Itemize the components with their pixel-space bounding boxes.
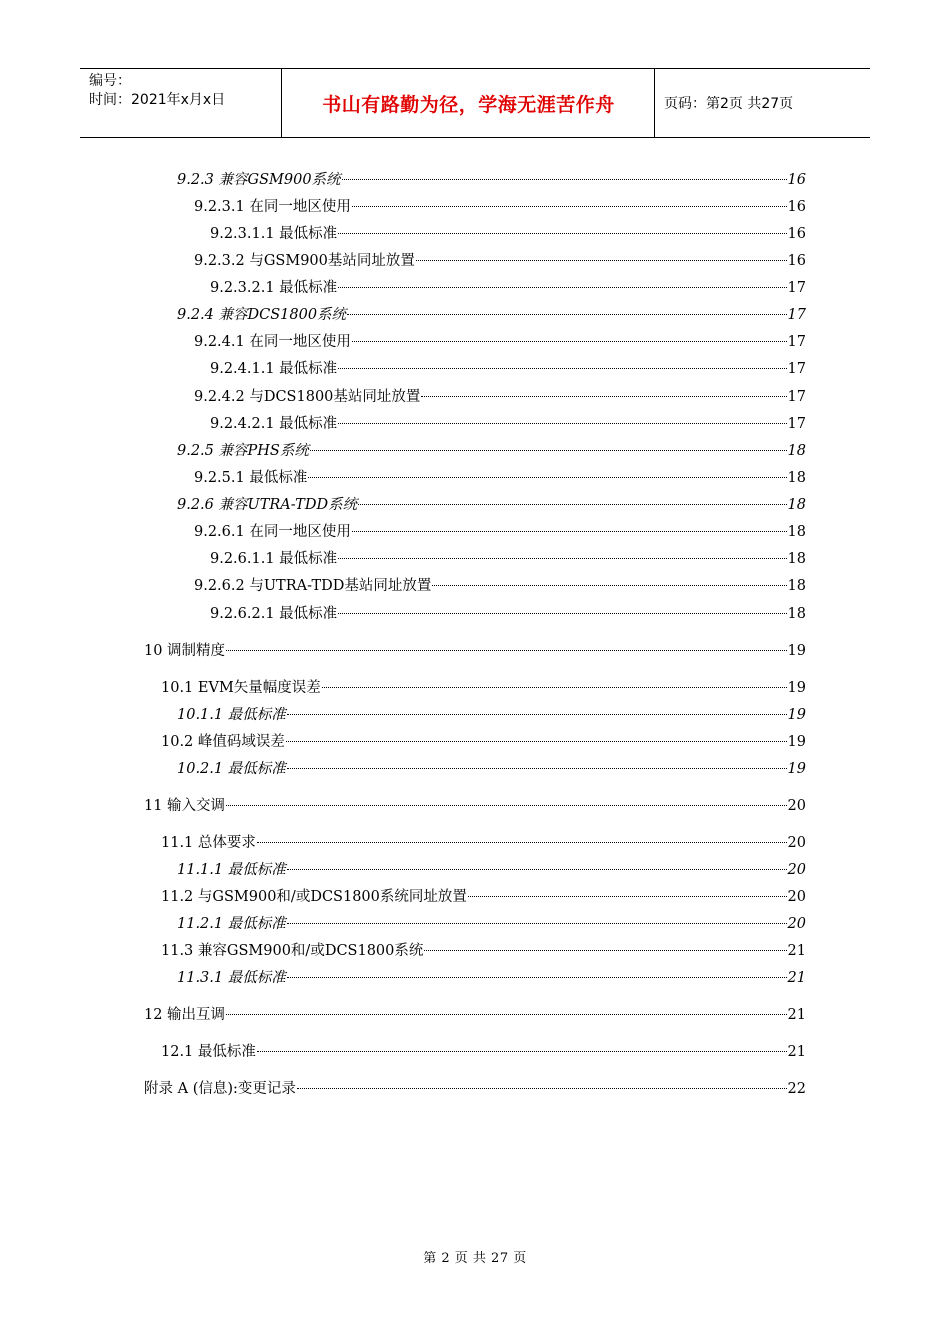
toc-entry-title: 9.2.3.1.1 最低标准 <box>210 226 338 242</box>
toc-entry[interactable] <box>161 939 806 959</box>
toc-entry-title: 9.2.3.1 在同一地区使用 <box>194 199 351 215</box>
toc-dot-leader <box>432 585 786 586</box>
toc-dot-leader <box>338 287 786 288</box>
toc-dot-leader <box>310 450 787 451</box>
toc-entry[interactable] <box>210 276 806 296</box>
toc-entry[interactable] <box>194 249 806 269</box>
toc-entry[interactable] <box>144 794 806 814</box>
toc-entry-title: 11.3 兼容GSM900和/或DCS1800系统 <box>161 943 424 959</box>
toc-entry[interactable] <box>194 195 806 215</box>
toc-entry[interactable] <box>161 831 806 851</box>
toc-dot-leader <box>322 687 787 688</box>
toc-dot-leader <box>468 896 787 897</box>
toc-entry[interactable] <box>210 357 806 377</box>
toc-dot-leader <box>421 396 786 397</box>
toc-entry-page: 16 <box>787 199 806 215</box>
toc-dot-leader <box>338 233 786 234</box>
toc-entry[interactable] <box>177 493 806 513</box>
toc-entry-page: 17 <box>787 280 806 296</box>
toc-entry-page: 17 <box>787 307 806 323</box>
toc-dot-leader <box>257 842 787 843</box>
header-table <box>80 68 870 138</box>
toc-entry-title: 10.2 峰值码域误差 <box>161 734 285 750</box>
toc-entry-page: 20 <box>787 889 806 905</box>
toc-entry-page: 17 <box>787 334 806 350</box>
toc-entry-page: 21 <box>787 1044 806 1060</box>
toc-entry-page: 18 <box>787 524 806 540</box>
page-footer: 第 2 页 共 27 页 <box>423 1251 527 1266</box>
toc-entry-page: 17 <box>787 361 806 377</box>
toc-entry-title: 10.2.1 最低标准 <box>177 761 286 777</box>
toc-entry-title: 11.2.1 最低标准 <box>177 916 286 932</box>
toc-dot-leader <box>287 869 787 870</box>
toc-entry-title: 9.2.5.1 最低标准 <box>194 470 308 486</box>
toc-entry-title: 9.2.6.1 在同一地区使用 <box>194 524 351 540</box>
number-label: 编号： <box>89 73 131 89</box>
toc-entry-title: 11.2 与GSM900和/或DCS1800系统同址放置 <box>161 889 467 905</box>
toc-entry[interactable] <box>144 1077 806 1097</box>
toc-entry[interactable] <box>210 547 806 567</box>
toc-dot-leader <box>347 314 786 315</box>
toc-dot-leader <box>287 923 787 924</box>
toc-entry-title: 11 输入交调 <box>144 798 226 814</box>
toc-entry-title: 11.1 总体要求 <box>161 835 256 851</box>
toc-entry-page: 17 <box>787 416 806 432</box>
toc-dot-leader <box>338 368 786 369</box>
header-left-cell <box>89 72 225 110</box>
toc-dot-leader <box>226 650 786 651</box>
toc-entry[interactable] <box>194 385 806 405</box>
toc-entry-title: 9.2.4.2 与DCS1800基站同址放置 <box>194 389 421 405</box>
toc-entry-title: 9.2.3.2.1 最低标准 <box>210 280 338 296</box>
toc-entry[interactable] <box>177 912 806 932</box>
toc-entry-page: 18 <box>787 606 806 622</box>
time-label: 时间：2021年x月x日 <box>89 92 226 108</box>
toc-entry[interactable] <box>177 858 806 878</box>
toc-entry-title: 10 调制精度 <box>144 643 226 659</box>
toc-entry-page: 21 <box>787 1007 806 1023</box>
toc-dot-leader <box>352 341 787 342</box>
toc-entry[interactable] <box>161 1040 806 1060</box>
toc-entry[interactable] <box>161 885 806 905</box>
toc-entry-title: 12 输出互调 <box>144 1007 226 1023</box>
toc-entry[interactable] <box>194 520 806 540</box>
header-page-info: 页码：第2页 共27页 <box>664 96 794 112</box>
toc-entry-title: 9.2.3 兼容GSM900系统 <box>177 172 341 188</box>
toc-entry-title: 9.2.4 兼容DCS1800系统 <box>177 307 347 323</box>
toc-dot-leader <box>338 558 786 559</box>
toc-entry[interactable] <box>161 730 806 750</box>
toc-entry[interactable] <box>177 439 806 459</box>
toc-entry[interactable] <box>177 757 806 777</box>
toc-entry-page: 20 <box>787 862 806 878</box>
toc-dot-leader <box>297 1088 787 1089</box>
toc-entry-title: 11.1.1 最低标准 <box>177 862 286 878</box>
toc-entry[interactable] <box>177 168 806 188</box>
toc-dot-leader <box>352 531 787 532</box>
toc-entry-page: 19 <box>787 680 806 696</box>
toc-entry-page: 19 <box>787 643 806 659</box>
toc-dot-leader <box>226 805 786 806</box>
toc-entry-title: 9.2.4.1.1 最低标准 <box>210 361 338 377</box>
toc-entry[interactable] <box>194 574 806 594</box>
toc-entry-title: 9.2.6.2 与UTRA-TDD基站同址放置 <box>194 578 432 594</box>
toc-entry-page: 17 <box>787 389 806 405</box>
toc-entry-title: 10.1.1 最低标准 <box>177 707 286 723</box>
toc-entry-title: 附录 A (信息):变更记录 <box>144 1081 296 1097</box>
toc-entry-page: 19 <box>787 734 806 750</box>
toc-dot-leader <box>416 260 787 261</box>
toc-entry[interactable] <box>210 412 806 432</box>
toc-entry-title: 10.1 EVM矢量幅度误差 <box>161 680 321 696</box>
toc-dot-leader <box>338 423 786 424</box>
toc-entry-title: 9.2.4.2.1 最低标准 <box>210 416 338 432</box>
toc-dot-leader <box>338 613 786 614</box>
toc-entry-page: 20 <box>787 916 806 932</box>
toc-dot-leader <box>287 714 787 715</box>
toc-entry-title: 9.2.6 兼容UTRA-TDD系统 <box>177 497 358 513</box>
toc-entry-page: 18 <box>787 470 806 486</box>
toc-entry-page: 21 <box>787 943 806 959</box>
toc-entry-page: 20 <box>787 798 806 814</box>
toc-entry-page: 22 <box>787 1081 806 1097</box>
toc-entry[interactable] <box>177 966 806 986</box>
toc-dot-leader <box>287 977 787 978</box>
toc-entry-title: 9.2.6.1.1 最低标准 <box>210 551 338 567</box>
toc-entry-page: 16 <box>787 172 806 188</box>
toc-dot-leader <box>257 1051 787 1052</box>
toc-entry-title: 11.3.1 最低标准 <box>177 970 286 986</box>
toc-dot-leader <box>424 950 786 951</box>
toc-entry-title: 9.2.3.2 与GSM900基站同址放置 <box>194 253 415 269</box>
header-motto: 书山有路勤为径，学海无涯苦作舟 <box>322 93 615 116</box>
toc-entry-page: 18 <box>787 497 806 513</box>
toc-dot-leader <box>286 741 787 742</box>
toc-entry[interactable] <box>177 703 806 723</box>
toc-entry-page: 18 <box>787 443 806 459</box>
toc-entry-page: 20 <box>787 835 806 851</box>
toc-entry-page: 21 <box>787 970 806 986</box>
toc-entry[interactable] <box>161 676 806 696</box>
toc-entry-title: 9.2.6.2.1 最低标准 <box>210 606 338 622</box>
toc-dot-leader <box>287 768 787 769</box>
toc-entry-page: 18 <box>787 578 806 594</box>
toc-dot-leader <box>352 206 787 207</box>
toc-entry-title: 9.2.4.1 在同一地区使用 <box>194 334 351 350</box>
toc-entry-page: 19 <box>787 761 806 777</box>
toc-entry-title: 9.2.5 兼容PHS系统 <box>177 443 309 459</box>
toc-entry[interactable] <box>144 639 806 659</box>
toc-dot-leader <box>308 477 786 478</box>
toc-dot-leader <box>342 179 787 180</box>
toc-entry-page: 18 <box>787 551 806 567</box>
toc-dot-leader <box>226 1014 786 1015</box>
toc-entry-page: 16 <box>787 253 806 269</box>
toc-entry[interactable] <box>210 222 806 242</box>
toc-entry-title: 12.1 最低标准 <box>161 1044 256 1060</box>
toc-entry-page: 16 <box>787 226 806 242</box>
toc-entry[interactable] <box>177 303 806 323</box>
toc-entry-page: 19 <box>787 707 806 723</box>
toc-entry[interactable] <box>194 466 806 486</box>
toc-entry[interactable] <box>194 330 806 350</box>
toc-entry[interactable] <box>144 1003 806 1023</box>
toc-entry[interactable] <box>210 602 806 622</box>
toc-dot-leader <box>358 504 786 505</box>
